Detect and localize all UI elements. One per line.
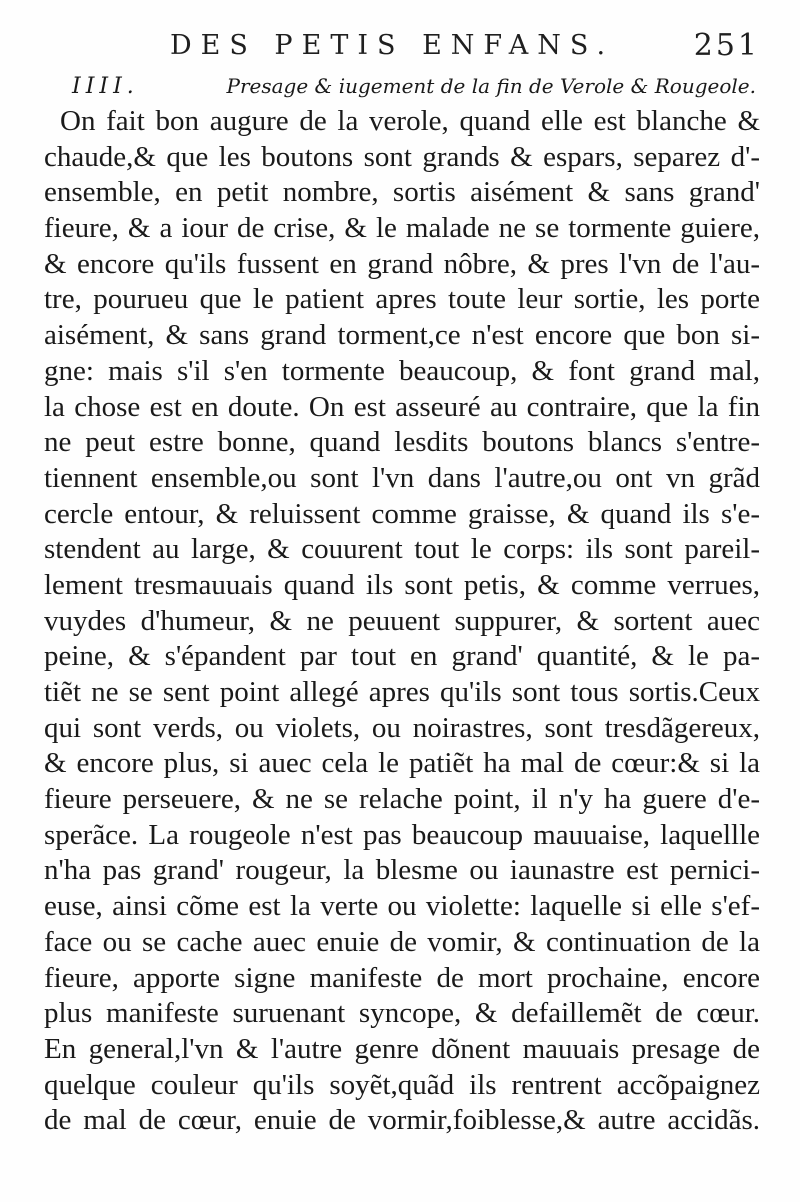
running-head-title: DES PETIS ENFANS.	[170, 30, 615, 61]
text-line: quelque couleur qu'ils soyẽt,quãd ils rentrent accõpaignez	[44, 1068, 760, 1101]
text-line: plus manifeste suruenant syncope, & defaillemẽt de cœur.	[44, 997, 760, 1030]
text-line: En general,l'vn & l'autre genre dõnent mauuais presage de	[44, 1032, 760, 1065]
text-line: lement tresmauuais quand ils sont petis, & comme verrues,	[44, 568, 760, 601]
text-line: n'ha pas grand' rougeur, la blesme ou iaunastre est pernici-	[44, 854, 760, 887]
text-line: de mal de cœur, enuie de vormir,foiblesse,& autre accidãs.	[44, 1104, 760, 1137]
text-line: qui sont verds, ou violets, ou noirastres, sont tresdãgereux,	[44, 711, 760, 744]
text-line: tiẽt ne se sent point allegé apres qu'ils sont tous sortis.Ceux	[44, 676, 760, 708]
running-head	[170, 30, 760, 70]
text-line: stendent au large, & couurent tout le corps: ils sont pareil-	[44, 533, 760, 566]
text-line: chaude,& que les boutons sont grands & espars, separez d'-	[44, 140, 760, 173]
text-line: vuydes d'humeur, & ne peuuent suppurer, & sortent auec	[44, 604, 760, 637]
body-text	[44, 104, 760, 1139]
section-number: IIII.	[72, 74, 139, 99]
text-line: gne: mais s'il s'en tormente beaucoup, & font grand mal,	[44, 354, 760, 387]
text-line: fieure, & a iour de crise, & le malade ne se tormente guiere,	[44, 212, 760, 245]
text-line: peine, & s'épandent par tout en grand' quantité, & le pa-	[44, 640, 760, 673]
text-line: sperãce. La rougeole n'est pas beaucoup mauuaise, laquellle	[44, 818, 760, 851]
text-line: cercle entour, & reluissent comme graisse, & quand ils s'e-	[44, 497, 760, 530]
section-title: Presage & iugement de la fin de Verole & Rougeole.	[226, 74, 756, 98]
text-line: fieure perseuere, & ne se relache point, il n'y ha guere d'e-	[44, 783, 760, 816]
text-line: On fait bon augure de la verole, quand elle est blanche &	[60, 105, 760, 137]
text-line: ensemble, en petit nombre, sortis aisément & sans grand'	[44, 176, 760, 209]
page-number: 251	[693, 28, 760, 63]
text-line: & encore qu'ils fussent en grand nôbre, & pres l'vn de l'au-	[44, 247, 760, 280]
text-line: euse, ainsi cõme est la verte ou violette: laquelle si elle s'ef-	[44, 890, 760, 923]
text-line: tiennent ensemble,ou sont l'vn dans l'autre,ou ont vn grãd	[44, 461, 760, 494]
text-line: & encore plus, si auec cela le patiẽt ha mal de cœur:& si la	[44, 747, 760, 780]
text-line: la chose est en doute. On est asseuré au contraire, que la fin	[44, 390, 760, 423]
text-line: face ou se cache auec enuie de vomir, & continuation de la	[44, 925, 760, 958]
text-line: fieure, apporte signe manifeste de mort prochaine, encore	[44, 961, 760, 994]
text-line: aisément, & sans grand torment,ce n'est encore que bon si-	[44, 319, 760, 352]
text-line: ne peut estre bonne, quand lesdits boutons blancs s'entre-	[44, 426, 760, 459]
section-heading	[72, 74, 760, 108]
text-line: tre, pourueu que le patient apres toute leur sortie, les porte	[44, 283, 760, 316]
